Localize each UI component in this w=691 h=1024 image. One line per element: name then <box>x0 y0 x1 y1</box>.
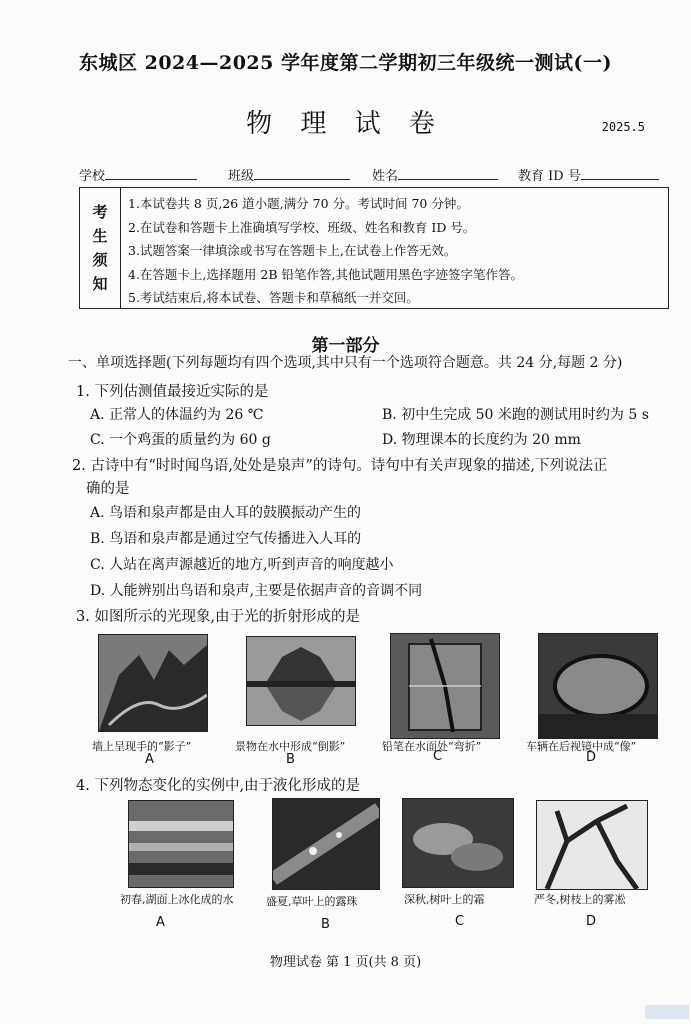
notes-list <box>128 192 523 310</box>
watermark-logo <box>645 1005 689 1019</box>
question-1-option-c: C. 一个鸡蛋的质量约为 60 g <box>90 432 271 448</box>
question-4-caption-b: 盛夏,草叶上的露珠 <box>266 895 358 908</box>
notes-item: 3.试题答案一律填涂或书写在答题卡上,在试卷上作答无效。 <box>128 243 457 258</box>
notes-item: 5.考试结束后,将本试卷、答题卡和草稿纸一并交回。 <box>128 290 419 305</box>
notes-heading <box>80 188 121 308</box>
question-3-stem: 3. 如图所示的光现象,由于光的折射形成的是 <box>76 609 361 625</box>
question-2-option-a: A. 鸟语和泉声都是由人耳的鼓膜振动产生的 <box>90 505 362 521</box>
notes-item: 1.本试卷共 8 页,26 道小题,满分 70 分。考试时间 70 分钟。 <box>128 196 469 211</box>
id-label: 教育 ID 号 <box>518 169 581 184</box>
melting-ice-photo <box>128 800 234 888</box>
exam-subject-title: 物 理 试 卷 <box>246 109 445 139</box>
reflection-photo <box>246 636 356 726</box>
exam-date: 2025.5 <box>601 120 645 134</box>
question-4-stem: 4. 下列物态变化的实例中,由于液化形成的是 <box>76 778 361 794</box>
rime-on-branches-photo <box>536 800 648 890</box>
hand-shadow-photo <box>98 634 208 732</box>
question-2-option-c: C. 人站在离声源越近的地方,听到声音的响度越小 <box>90 557 394 573</box>
examinee-notes-box <box>79 187 669 309</box>
question-4-caption-a: 初春,湖面上冰化成的水 <box>120 893 234 906</box>
id-blank <box>581 165 659 180</box>
frost-on-leaves-photo <box>402 798 514 888</box>
notes-item: 4.在答题卡上,选择题用 2B 铅笔作答,其他试题用黑色字迹签字笔作答。 <box>128 266 523 282</box>
page-footer: 物理试卷 第 1 页(共 8 页) <box>269 955 422 970</box>
question-2-stem-continued: 确的是 <box>86 481 130 497</box>
section-title: 第一部分 <box>311 336 380 356</box>
question-3-label-a: A <box>145 752 154 767</box>
dew-on-grass-photo <box>272 798 380 890</box>
notes-heading-char: 生 <box>92 227 108 245</box>
question-2-option-d: D. 人能辨别出鸟语和泉声,主要是依据声音的音调不同 <box>90 583 423 599</box>
rearview-mirror-photo <box>538 633 658 739</box>
class-blank <box>254 165 350 180</box>
bent-pencil-photo <box>390 633 500 739</box>
question-4-caption-d: 严冬,树枝上的雾凇 <box>534 893 626 906</box>
question-3-label-d: D <box>586 750 597 765</box>
question-4-label-d: D <box>586 914 597 929</box>
school-field <box>79 165 197 184</box>
question-1-stem: 1. 下列估测值最接近实际的是 <box>76 384 269 400</box>
question-3-caption-c: 铅笔在水面处“弯折” <box>382 740 482 753</box>
question-4-label-c: C <box>455 914 465 929</box>
question-3-caption-d: 车辆在后视镜中成“像” <box>526 740 637 753</box>
question-3-label-b: B <box>286 752 295 767</box>
question-1-option-b: B. 初中生完成 50 米跑的测试用时约为 5 s <box>382 407 649 423</box>
question-2-option-b: B. 鸟语和泉声都是通过空气传播进入人耳的 <box>90 531 362 547</box>
question-1-option-a: A. 正常人的体温约为 26 ℃ <box>90 407 264 423</box>
name-blank <box>398 165 498 180</box>
name-label: 姓名 <box>372 169 399 184</box>
exam-header-title: 东城区 2024—2025 学年度第二学期初三年级统一测试(一) <box>79 52 612 74</box>
question-4-label-b: B <box>321 917 330 932</box>
section-instructions: 一、单项选择题(下列每题均有四个选项,其中只有一个选项符合题意。共 24 分,每题 2 分) <box>68 355 623 371</box>
notes-heading-char: 须 <box>92 251 108 269</box>
notes-item: 2.在试卷和答题卡上准确填写学校、班级、姓名和教育 ID 号。 <box>128 219 476 235</box>
question-4-label-a: A <box>156 915 165 930</box>
question-3-caption-b: 景物在水中形成“倒影” <box>235 740 346 753</box>
name-field <box>372 165 498 184</box>
school-blank <box>105 165 197 180</box>
school-label: 学校 <box>79 169 106 184</box>
id-field <box>518 165 659 184</box>
question-3-caption-a: 墙上呈现手的“影子” <box>92 740 192 753</box>
question-3-label-c: C <box>433 749 443 764</box>
question-1-option-d: D. 物理课本的长度约为 20 mm <box>382 432 581 448</box>
notes-heading-char: 考 <box>92 203 108 221</box>
class-label: 班级 <box>228 169 255 184</box>
question-2-stem: 2. 古诗中有“时时闻鸟语,处处是泉声”的诗句。诗句中有关声现象的描述,下列说法正 <box>72 458 608 474</box>
question-4-caption-c: 深秋,树叶上的霜 <box>404 893 485 906</box>
notes-heading-char: 知 <box>92 275 108 293</box>
class-field <box>228 165 350 184</box>
